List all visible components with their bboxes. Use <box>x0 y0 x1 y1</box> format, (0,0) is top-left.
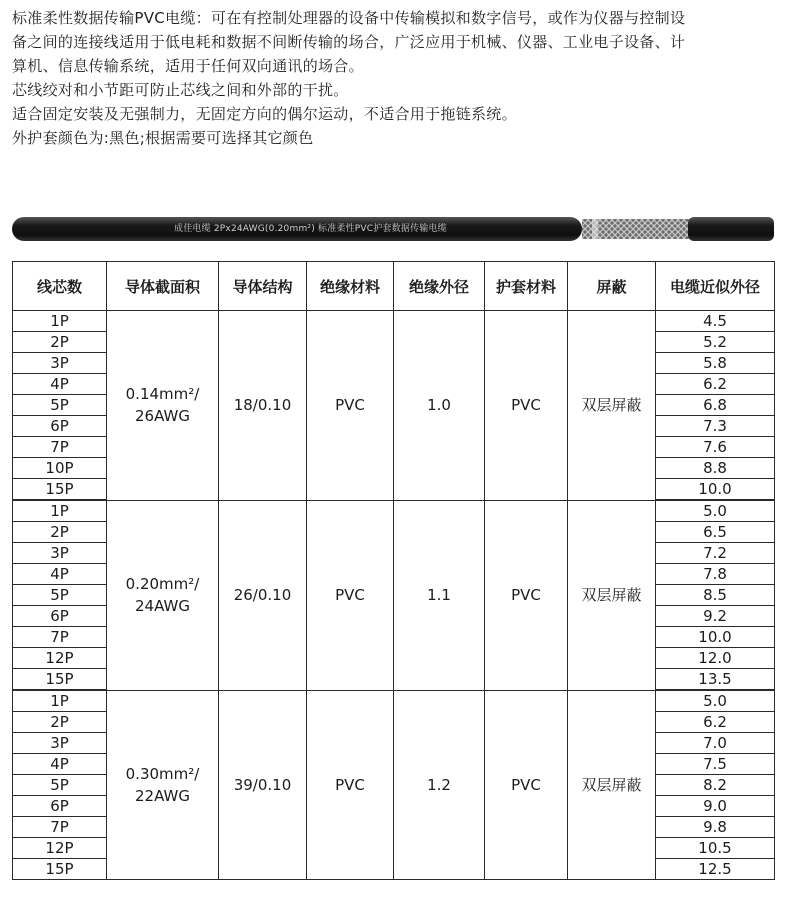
insulation-material-cell: PVC <box>307 500 394 690</box>
table-row <box>13 311 775 332</box>
header-cell: 电缆近似外径 <box>656 262 775 311</box>
conductor-area-awg: 22AWG <box>135 786 190 805</box>
cable-od-cell: 12.5 <box>656 859 775 880</box>
cable-od-cell: 6.2 <box>656 712 775 733</box>
description-line: 备之间的连接线适用于低电耗和数据不间断传输的场合，广泛应用于机械、仪器、工业电子设备、计 <box>12 33 686 51</box>
cable-od-cell: 8.5 <box>656 585 775 606</box>
cable-od-cell: 5.8 <box>656 353 775 374</box>
core-count-cell: 15P <box>13 669 107 691</box>
cable-od-cell: 6.5 <box>656 522 775 543</box>
header-cell: 屏蔽 <box>568 262 656 311</box>
core-count-cell: 6P <box>13 606 107 627</box>
description-line: 算机、信息传输系统，适用于任何双向通讯的场合。 <box>12 57 364 75</box>
cable-od-cell: 8.8 <box>656 458 775 479</box>
core-count-cell: 15P <box>13 479 107 501</box>
description-line: 标准柔性数据传输PVC电缆：可在有控制处理器的设备中传输模拟和数字信号，或作为仪器与控制设 <box>12 9 686 27</box>
core-count-cell: 5P <box>13 395 107 416</box>
cable-od-cell: 9.0 <box>656 796 775 817</box>
core-count-cell: 5P <box>13 585 107 606</box>
cable-od-cell: 7.6 <box>656 437 775 458</box>
core-count-cell: 3P <box>13 733 107 754</box>
table-header-row <box>13 262 775 311</box>
cable-od-cell: 7.8 <box>656 564 775 585</box>
core-count-cell: 1P <box>13 500 107 522</box>
insulation-material-cell: PVC <box>307 311 394 501</box>
header-cell: 护套材料 <box>485 262 568 311</box>
core-count-cell: 12P <box>13 648 107 669</box>
conductor-structure-cell: 39/0.10 <box>219 690 307 880</box>
cable-od-cell: 8.2 <box>656 775 775 796</box>
conductor-area-awg: 26AWG <box>135 407 190 426</box>
core-count-cell: 1P <box>13 690 107 712</box>
core-count-cell: 6P <box>13 416 107 437</box>
conductor-structure-cell: 18/0.10 <box>219 311 307 501</box>
cable-od-cell: 6.2 <box>656 374 775 395</box>
core-count-cell: 15P <box>13 859 107 880</box>
core-count-cell: 2P <box>13 332 107 353</box>
core-count-cell: 2P <box>13 712 107 733</box>
spec-table <box>12 261 775 880</box>
conductor-area-mm2: 0.14mm²/ <box>125 385 200 404</box>
header-cell: 导体截面积 <box>107 262 219 311</box>
insulation-od-cell: 1.0 <box>394 311 485 501</box>
product-description <box>12 6 782 150</box>
core-count-cell: 4P <box>13 374 107 395</box>
description-line: 芯线绞对和小节距可防止芯线之间和外部的干扰。 <box>12 81 349 99</box>
cable-od-cell: 6.8 <box>656 395 775 416</box>
core-count-cell: 7P <box>13 437 107 458</box>
core-count-cell: 10P <box>13 458 107 479</box>
cable-od-cell: 10.5 <box>656 838 775 859</box>
cable-od-cell: 9.2 <box>656 606 775 627</box>
cable-od-cell: 12.0 <box>656 648 775 669</box>
conductor-area-cell <box>107 690 219 880</box>
core-count-cell: 3P <box>13 543 107 564</box>
conductor-area-mm2: 0.20mm²/ <box>125 575 200 593</box>
conductor-area-cell <box>107 311 219 501</box>
insulation-material-cell: PVC <box>307 690 394 880</box>
table-row <box>13 500 775 522</box>
cable-od-cell: 10.0 <box>656 479 775 501</box>
shield-cell: 双层屏蔽 <box>568 500 656 690</box>
core-count-cell: 1P <box>13 311 107 332</box>
cable-image <box>12 214 774 244</box>
core-count-cell: 7P <box>13 817 107 838</box>
core-count-cell: 7P <box>13 627 107 648</box>
table-row <box>13 690 775 712</box>
core-count-cell: 6P <box>13 796 107 817</box>
conductor-structure-cell: 26/0.10 <box>219 500 307 690</box>
cable-od-cell: 7.5 <box>656 754 775 775</box>
description-line: 适合固定安装及无强制力，无固定方向的偶尔运动，不适合用于拖链系统。 <box>12 105 517 123</box>
cable-od-cell: 9.8 <box>656 817 775 838</box>
cable-od-cell: 10.0 <box>656 627 775 648</box>
header-cell: 绝缘外径 <box>394 262 485 311</box>
cable-od-cell: 5.0 <box>656 690 775 712</box>
description-line: 外护套颜色为:黑色;根据需要可选择其它颜色 <box>12 129 314 147</box>
cable-od-cell: 5.0 <box>656 500 775 522</box>
conductor-area-awg: 24AWG <box>135 597 190 615</box>
cable-od-cell: 7.0 <box>656 733 775 754</box>
spec-table-body <box>13 311 775 880</box>
shield-cell: 双层屏蔽 <box>568 690 656 880</box>
core-count-cell: 4P <box>13 754 107 775</box>
core-count-cell: 3P <box>13 353 107 374</box>
shield-cell: 双层屏蔽 <box>568 311 656 501</box>
conductor-area-cell <box>107 500 219 690</box>
sheath-material-cell: PVC <box>485 311 568 501</box>
header-cell: 绝缘材料 <box>307 262 394 311</box>
sheath-material-cell: PVC <box>485 500 568 690</box>
conductor-area-mm2: 0.30mm²/ <box>125 764 200 783</box>
cable-od-cell: 7.3 <box>656 416 775 437</box>
cable-od-cell: 7.2 <box>656 543 775 564</box>
header-cell: 线芯数 <box>13 262 107 311</box>
cable-print-text: 成佳电缆 2Px24AWG(0.20mm²) 标准柔性PVC护套数据传输电缆 <box>174 224 447 234</box>
core-count-cell: 4P <box>13 564 107 585</box>
core-count-cell: 2P <box>13 522 107 543</box>
cable-od-cell: 13.5 <box>656 669 775 691</box>
insulation-od-cell: 1.1 <box>394 500 485 690</box>
core-count-cell: 12P <box>13 838 107 859</box>
header-cell: 导体结构 <box>219 262 307 311</box>
insulation-od-cell: 1.2 <box>394 690 485 880</box>
core-count-cell: 5P <box>13 775 107 796</box>
sheath-material-cell: PVC <box>485 690 568 880</box>
cable-od-cell: 5.2 <box>656 332 775 353</box>
cable-od-cell: 4.5 <box>656 311 775 332</box>
